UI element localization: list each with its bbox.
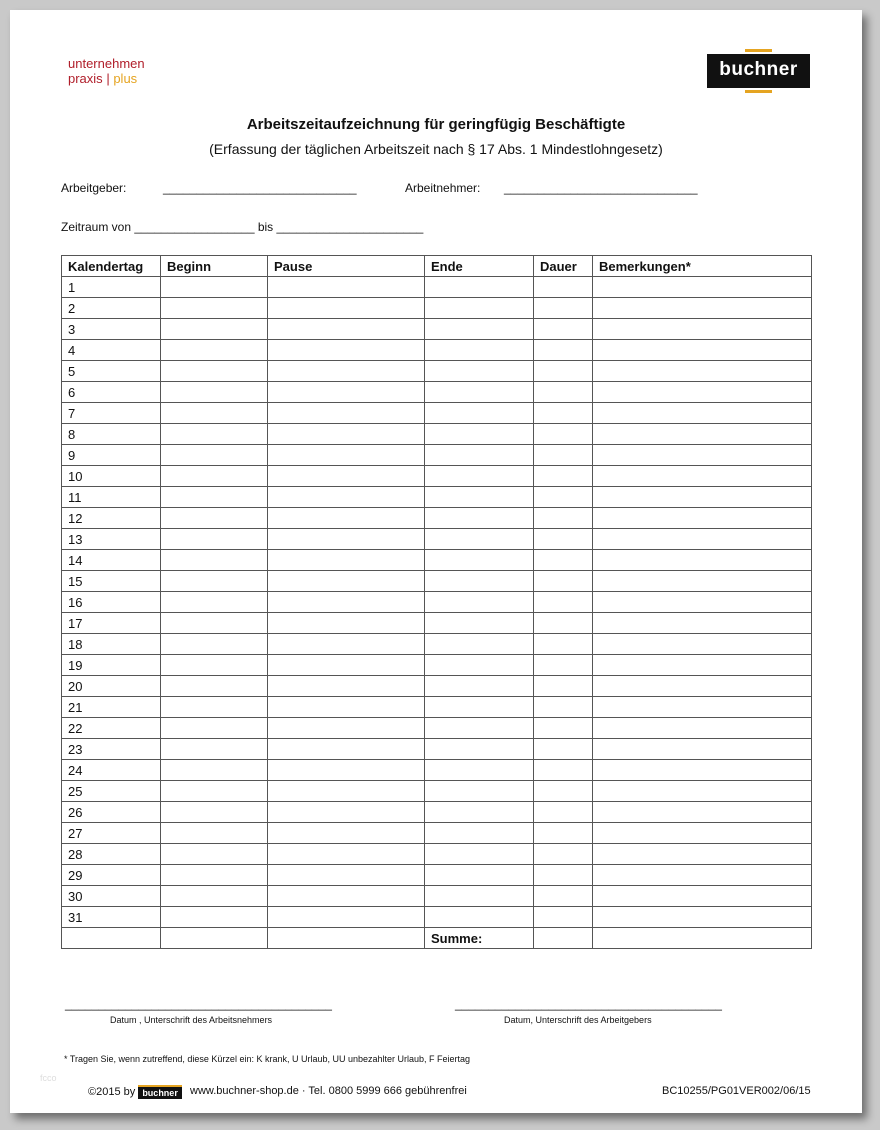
signature-line-employer[interactable]: ________________________________________ [455,997,722,1011]
cell-beginn[interactable] [161,592,268,613]
cell-beginn[interactable] [161,823,268,844]
cell-pause[interactable] [268,655,425,676]
cell-bemerkungen[interactable] [593,886,812,907]
cell-ende[interactable] [425,445,534,466]
cell-ende[interactable] [425,340,534,361]
cell-dauer[interactable] [534,361,593,382]
cell-pause[interactable] [268,382,425,403]
day-number: 3 [62,319,161,340]
table-row [62,718,812,739]
footer-contact: www.buchner-shop.de · Tel. 0800 5999 666 gebührenfrei [190,1085,467,1097]
header-bemerkungen: Bemerkungen* [593,256,812,277]
cell-pause[interactable] [268,340,425,361]
cell-bemerkungen[interactable] [593,508,812,529]
day-number: 19 [62,655,161,676]
footer-copyright [88,1085,182,1099]
footer-code: BC10255/PG01VER002/06/15 [662,1085,811,1097]
cell-ende[interactable] [425,466,534,487]
table-row [62,340,812,361]
cell-bemerkungen[interactable] [593,907,812,928]
document-title: Arbeitszeitaufzeichnung für geringfügig Beschäftigte [246,116,626,133]
cell-dauer[interactable] [534,802,593,823]
day-number: 31 [62,907,161,928]
day-number: 11 [62,487,161,508]
day-number: 12 [62,508,161,529]
cell-bemerkungen[interactable] [593,466,812,487]
cell-pause[interactable] [268,361,425,382]
day-number: 13 [62,529,161,550]
brand-plus: plus [113,71,138,86]
cell-dauer[interactable] [534,403,593,424]
day-number: 28 [62,844,161,865]
cell-beginn[interactable] [161,424,268,445]
cell-pause[interactable] [268,424,425,445]
cell-ende[interactable] [425,697,534,718]
copyright-text: ©2015 by [88,1085,136,1098]
cell-pause[interactable] [268,907,425,928]
cell-dauer[interactable] [534,886,593,907]
faint-mark: fcco [40,1073,57,1083]
cell-pause[interactable] [268,802,425,823]
cell-dauer[interactable] [534,634,593,655]
cell-ende[interactable] [425,550,534,571]
cell-beginn[interactable] [161,319,268,340]
signature-line-employee[interactable]: ________________________________________ [65,997,332,1011]
cell-bemerkungen[interactable] [593,529,812,550]
day-number: 8 [62,424,161,445]
day-number: 7 [62,403,161,424]
header-ende: Ende [425,256,534,277]
cell-beginn[interactable] [161,529,268,550]
table-row [62,298,812,319]
cell-dauer[interactable] [534,571,593,592]
brand-unternehmen-praxis-plus [68,56,145,86]
cell-beginn[interactable] [161,445,268,466]
signature-label-employee: Datum , Unterschrift des Arbeitsnehmers [110,1015,273,1025]
day-number: 2 [62,298,161,319]
cell-beginn[interactable] [161,277,268,298]
table-row [62,550,812,571]
cell-pause[interactable] [268,487,425,508]
day-number: 27 [62,823,161,844]
buchner-mini-logo: buchner [138,1085,182,1099]
cell-beginn[interactable] [161,613,268,634]
document-page [10,10,862,1113]
cell-ende[interactable] [425,508,534,529]
brand-praxis: praxis [68,71,103,86]
table-row [62,781,812,802]
cell-bemerkungen[interactable] [593,403,812,424]
cell-bemerkungen[interactable] [593,823,812,844]
cell-dauer[interactable] [534,697,593,718]
cell-beginn[interactable] [161,487,268,508]
cell-pause[interactable] [268,571,425,592]
cell-dauer[interactable] [534,340,593,361]
cell-beginn[interactable] [161,655,268,676]
cell-dauer[interactable] [534,529,593,550]
table-row [62,634,812,655]
day-number: 17 [62,613,161,634]
cell-bemerkungen[interactable] [593,550,812,571]
cell-ende[interactable] [425,277,534,298]
table-row [62,760,812,781]
footnote: * Tragen Sie, wenn zutreffend, diese Kürzel ein: K krank, U Urlaub, UU unbezahlter Urlaub, F Feiertag [64,1054,471,1064]
cell-beginn[interactable] [161,886,268,907]
header-dauer: Dauer [534,256,593,277]
cell-ende[interactable] [425,487,534,508]
arbeitnehmer-field[interactable]: _____________________________ [504,181,698,195]
day-number: 6 [62,382,161,403]
cell-pause[interactable] [268,466,425,487]
cell-ende[interactable] [425,424,534,445]
table-row [62,844,812,865]
cell-ende[interactable] [425,739,534,760]
cell-ende[interactable] [425,886,534,907]
sum-row [62,928,812,949]
brand-separator: | [106,71,110,86]
day-number: 21 [62,697,161,718]
cell-bemerkungen[interactable] [593,487,812,508]
day-number: 1 [62,277,161,298]
cell-bemerkungen[interactable] [593,571,812,592]
day-number: 16 [62,592,161,613]
cell-pause[interactable] [268,550,425,571]
cell-bemerkungen[interactable] [593,613,812,634]
arbeitgeber-label: Arbeitgeber: [61,181,127,195]
table-row [62,907,812,928]
cell-dauer[interactable] [534,655,593,676]
cell-dauer[interactable] [534,865,593,886]
cell-ende[interactable] [425,907,534,928]
cell-pause[interactable] [268,592,425,613]
sum-cell-pause [268,928,425,949]
cell-ende[interactable] [425,529,534,550]
cell-bemerkungen[interactable] [593,445,812,466]
table-row [62,277,812,298]
cell-ende[interactable] [425,865,534,886]
table-row [62,655,812,676]
cell-dauer[interactable] [534,760,593,781]
cell-ende[interactable] [425,361,534,382]
cell-bemerkungen[interactable] [593,802,812,823]
cell-dauer[interactable] [534,907,593,928]
cell-beginn[interactable] [161,403,268,424]
cell-bemerkungen[interactable] [593,676,812,697]
table-row [62,571,812,592]
day-number: 10 [62,466,161,487]
cell-beginn[interactable] [161,802,268,823]
cell-bemerkungen[interactable] [593,361,812,382]
cell-bemerkungen[interactable] [593,697,812,718]
cell-beginn[interactable] [161,739,268,760]
cell-ende[interactable] [425,319,534,340]
cell-beginn[interactable] [161,508,268,529]
cell-beginn[interactable] [161,781,268,802]
cell-dauer[interactable] [534,466,593,487]
cell-ende[interactable] [425,781,534,802]
cell-ende[interactable] [425,844,534,865]
table-row [62,529,812,550]
cell-beginn[interactable] [161,298,268,319]
cell-dauer[interactable] [534,319,593,340]
sum-label: Summe: [425,928,534,949]
cell-bemerkungen[interactable] [593,340,812,361]
cell-dauer[interactable] [534,382,593,403]
cell-dauer[interactable] [534,424,593,445]
cell-dauer[interactable] [534,298,593,319]
cell-beginn[interactable] [161,907,268,928]
cell-bemerkungen[interactable] [593,718,812,739]
cell-dauer[interactable] [534,508,593,529]
cell-beginn[interactable] [161,844,268,865]
table-row [62,466,812,487]
cell-beginn[interactable] [161,697,268,718]
cell-bemerkungen[interactable] [593,592,812,613]
cell-pause[interactable] [268,445,425,466]
table-row [62,739,812,760]
cell-pause[interactable] [268,634,425,655]
cell-pause[interactable] [268,298,425,319]
cell-bemerkungen[interactable] [593,298,812,319]
cell-dauer[interactable] [534,718,593,739]
day-number: 30 [62,886,161,907]
day-number: 14 [62,550,161,571]
time-table [61,255,812,949]
cell-ende[interactable] [425,571,534,592]
cell-pause[interactable] [268,508,425,529]
table-header-row [62,256,812,277]
day-number: 18 [62,634,161,655]
table-row [62,424,812,445]
cell-dauer[interactable] [534,277,593,298]
day-number: 5 [62,361,161,382]
arbeitgeber-field[interactable]: _____________________________ [163,181,357,195]
cell-pause[interactable] [268,844,425,865]
cell-pause[interactable] [268,760,425,781]
table-row [62,319,812,340]
cell-bemerkungen[interactable] [593,655,812,676]
cell-ende[interactable] [425,592,534,613]
day-number: 24 [62,760,161,781]
table-row [62,676,812,697]
cell-beginn[interactable] [161,340,268,361]
cell-pause[interactable] [268,319,425,340]
cell-bemerkungen[interactable] [593,844,812,865]
cell-dauer[interactable] [534,844,593,865]
day-number: 23 [62,739,161,760]
cell-bemerkungen[interactable] [593,424,812,445]
document-subtitle: (Erfassung der täglichen Arbeitszeit nach § 17 Abs. 1 Mindestlohngesetz) [209,141,663,157]
cell-dauer[interactable] [534,823,593,844]
day-number: 4 [62,340,161,361]
cell-beginn[interactable] [161,382,268,403]
cell-dauer[interactable] [534,445,593,466]
cell-dauer[interactable] [534,739,593,760]
cell-dauer[interactable] [534,781,593,802]
zeitraum-field[interactable]: Zeitraum von __________________ bis ______________________ [61,220,424,234]
cell-beginn[interactable] [161,466,268,487]
cell-ende[interactable] [425,298,534,319]
cell-bemerkungen[interactable] [593,760,812,781]
cell-beginn[interactable] [161,760,268,781]
cell-pause[interactable] [268,529,425,550]
table-row [62,886,812,907]
cell-beginn[interactable] [161,550,268,571]
sum-cell-dauer[interactable] [534,928,593,949]
table-row [62,403,812,424]
table-row [62,487,812,508]
cell-ende[interactable] [425,634,534,655]
cell-pause[interactable] [268,865,425,886]
day-number: 22 [62,718,161,739]
cell-ende[interactable] [425,718,534,739]
sum-cell-bemerkungen [593,928,812,949]
cell-ende[interactable] [425,676,534,697]
table-row [62,508,812,529]
brand-line1: unternehmen [68,56,145,71]
header-kalendertag: Kalendertag [62,256,161,277]
cell-bemerkungen[interactable] [593,277,812,298]
cell-pause[interactable] [268,739,425,760]
cell-bemerkungen[interactable] [593,865,812,886]
table-row [62,697,812,718]
cell-beginn[interactable] [161,361,268,382]
day-number: 29 [62,865,161,886]
cell-pause[interactable] [268,697,425,718]
table-row [62,382,812,403]
table-row [62,865,812,886]
cell-bemerkungen[interactable] [593,634,812,655]
arbeitnehmer-label: Arbeitnehmer: [405,181,481,195]
day-number: 25 [62,781,161,802]
table-row [62,445,812,466]
cell-ende[interactable] [425,655,534,676]
cell-pause[interactable] [268,277,425,298]
day-number: 20 [62,676,161,697]
cell-pause[interactable] [268,823,425,844]
header-beginn: Beginn [161,256,268,277]
cell-bemerkungen[interactable] [593,382,812,403]
day-number: 26 [62,802,161,823]
table-row [62,823,812,844]
cell-dauer[interactable] [534,676,593,697]
cell-dauer[interactable] [534,550,593,571]
day-number: 15 [62,571,161,592]
cell-ende[interactable] [425,802,534,823]
cell-pause[interactable] [268,676,425,697]
cell-ende[interactable] [425,823,534,844]
cell-beginn[interactable] [161,676,268,697]
cell-ende[interactable] [425,760,534,781]
cell-bemerkungen[interactable] [593,781,812,802]
cell-bemerkungen[interactable] [593,319,812,340]
cell-pause[interactable] [268,613,425,634]
cell-ende[interactable] [425,403,534,424]
cell-pause[interactable] [268,781,425,802]
cell-beginn[interactable] [161,865,268,886]
table-row [62,361,812,382]
table-row [62,592,812,613]
cell-bemerkungen[interactable] [593,739,812,760]
cell-pause[interactable] [268,886,425,907]
cell-pause[interactable] [268,403,425,424]
cell-ende[interactable] [425,613,534,634]
day-number: 9 [62,445,161,466]
table-row [62,613,812,634]
cell-beginn[interactable] [161,571,268,592]
cell-dauer[interactable] [534,487,593,508]
cell-ende[interactable] [425,382,534,403]
cell-dauer[interactable] [534,592,593,613]
header-pause: Pause [268,256,425,277]
brand-line2 [68,71,145,86]
buchner-logo: buchner [707,54,810,88]
table-row [62,802,812,823]
sum-cell-kalendertag [62,928,161,949]
cell-pause[interactable] [268,718,425,739]
signature-label-employer: Datum, Unterschrift des Arbeitgebers [504,1015,652,1025]
cell-beginn[interactable] [161,634,268,655]
cell-beginn[interactable] [161,718,268,739]
sum-cell-beginn [161,928,268,949]
cell-dauer[interactable] [534,613,593,634]
